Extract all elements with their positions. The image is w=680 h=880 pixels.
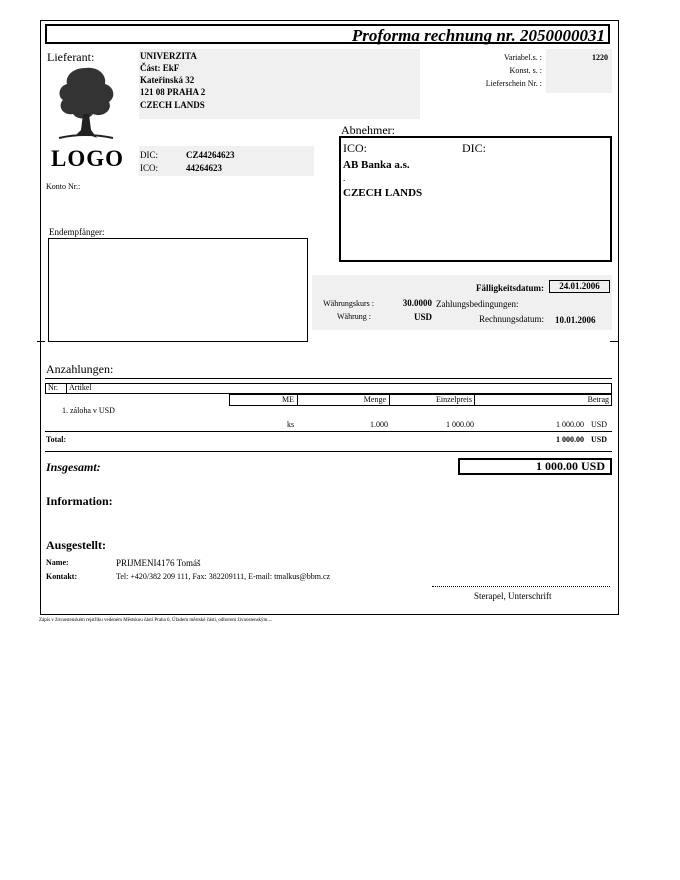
- col-artikel: Artikel: [69, 383, 92, 392]
- supplier-line2: Část: EkF: [140, 63, 180, 73]
- logo-text: LOGO: [51, 146, 125, 171]
- issued-name-label: Name:: [46, 558, 69, 567]
- col-divider-me: [297, 394, 298, 406]
- col-divider-menge: [389, 394, 390, 406]
- waehrung-value: USD: [413, 312, 432, 322]
- total-rule: [45, 431, 612, 432]
- payments-rule: [45, 378, 612, 379]
- total-label: Total:: [46, 435, 67, 444]
- kurs-value: 30.0000: [402, 298, 432, 308]
- col-me: ME: [282, 395, 294, 404]
- buyer-dot: .: [343, 173, 346, 183]
- faellig-value: 24.01.2006: [549, 280, 610, 293]
- row-menge: 1.000: [370, 420, 388, 429]
- end-recipient-box: [48, 238, 308, 342]
- stamp-label: Sterapel, Unterschrift: [474, 591, 552, 601]
- grand-rule: [45, 451, 612, 452]
- row-cur: USD: [591, 420, 608, 429]
- col-nr: Nr.: [48, 383, 58, 392]
- payments-heading: Anzahlungen:: [46, 362, 114, 376]
- grand-total-value: 1 000.00 USD: [458, 458, 612, 475]
- variabel-value: 1220: [592, 53, 608, 62]
- payments-header-row: [45, 383, 612, 394]
- supplier-country: CZECH LANDS: [140, 100, 205, 110]
- buyer-country: CZECH LANDS: [343, 187, 423, 199]
- right-tick: [610, 341, 618, 342]
- row-einzel: 1 000.00: [446, 420, 474, 429]
- konst-label: Konst. s. :: [509, 66, 542, 75]
- waehrung-label: Währung :: [337, 312, 371, 321]
- supplier-dic-value: CZ44264623: [186, 150, 235, 160]
- supplier-label: Lieferant:: [47, 50, 95, 64]
- total-cur: USD: [591, 435, 608, 444]
- variabel-label: Variabel.s. :: [504, 53, 542, 62]
- issued-name-value: PRIJMENI4176 Tomáš: [116, 558, 201, 568]
- invoice-title: Proforma rechnung nr. 2050000031: [45, 24, 610, 44]
- supplier-street: Kateřinská 32: [140, 75, 195, 85]
- issued-heading: Ausgestellt:: [46, 538, 106, 552]
- issued-contact-value: Tel: +420/382 209 111, Fax: 382209111, E-mail: tmalkus@bbm.cz: [116, 572, 331, 581]
- total-value: 1 000.00: [556, 435, 584, 444]
- col-menge: Menge: [363, 395, 386, 404]
- buyer-label: Abnehmer:: [341, 123, 395, 137]
- zahlung-label: Zahlungsbedingungen:: [436, 299, 519, 309]
- row-desc: 1. záloha v USD: [62, 406, 115, 415]
- information-heading: Information:: [46, 494, 113, 508]
- buyer-name: AB Banka a.s.: [343, 159, 410, 171]
- rechnung-value: 10.01.2006: [555, 315, 596, 325]
- rechnung-label: Rechnungsdatum:: [479, 314, 544, 324]
- row-betrag: 1 000.00: [556, 420, 584, 429]
- tree-logo-icon: [55, 64, 117, 144]
- buyer-ico-label: ICO:: [343, 141, 367, 155]
- supplier-name: UNIVERZITA: [140, 51, 197, 61]
- supplier-ico-value: 44264623: [186, 163, 222, 173]
- footer-note: Zápis v živnostenském rejstříku vedeném Městskou částí Praha 6, Úřadem městské části, odborem živnostenským....: [39, 618, 273, 623]
- faellig-label: Fälligkeitsdatum:: [475, 283, 544, 293]
- signature-line: [432, 586, 610, 587]
- supplier-ico-label: ICO:: [140, 163, 158, 173]
- col-einzel: Einzelpreis: [436, 395, 472, 404]
- end-recipient-label: Endempfänger:: [49, 227, 105, 237]
- issued-contact-label: Kontakt:: [46, 572, 78, 581]
- supplier-city: 121 08 PRAHA 2: [140, 87, 206, 97]
- kurs-label: Währungskurs :: [323, 299, 374, 308]
- row-me: ks: [287, 420, 295, 429]
- col-betrag: Betrag: [587, 395, 609, 404]
- left-tick: [37, 341, 45, 342]
- col-divider-einzel: [474, 394, 475, 406]
- buyer-dic-label: DIC:: [462, 141, 486, 155]
- lieferschein-label: Lieferschein Nr. :: [485, 79, 542, 88]
- konto-label: Konto Nr.:: [46, 182, 81, 191]
- grand-total-label: Insgesamt:: [46, 460, 101, 474]
- supplier-dic-label: DIC:: [140, 150, 158, 160]
- col-divider: [66, 383, 67, 394]
